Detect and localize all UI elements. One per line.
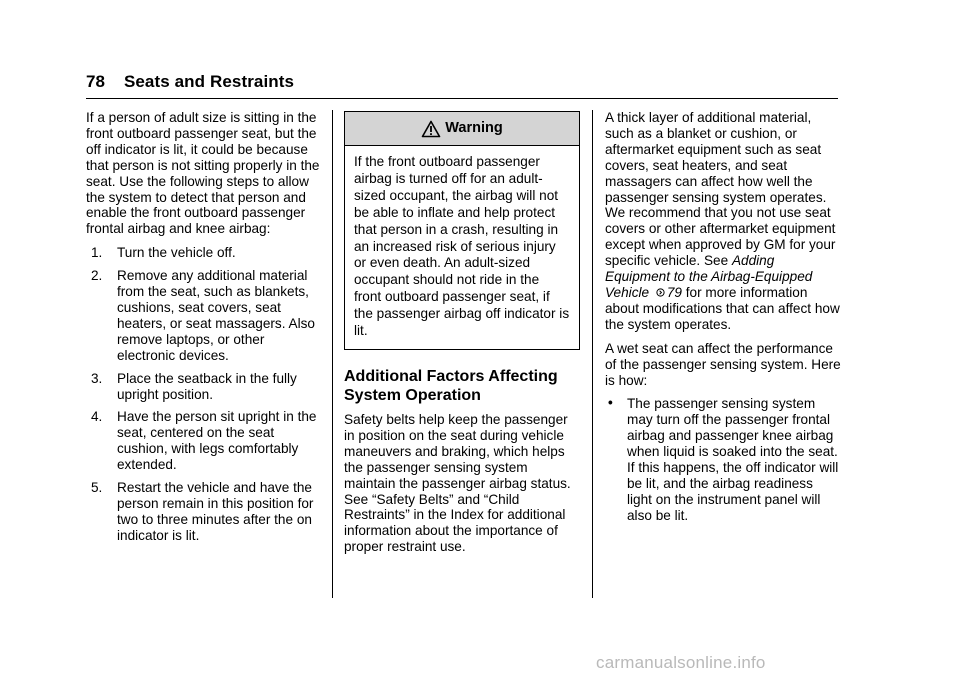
column-3 — [605, 110, 841, 524]
step-text: Remove any additional material from the seat, such as blankets, cushions, seat covers, seat heaters, or seat massagers. Also remove laptops, or other electronic devices. — [117, 268, 315, 363]
page-reference-arrow-icon — [656, 288, 665, 297]
step-number: 4. — [91, 409, 103, 425]
step-number: 1. — [91, 245, 103, 261]
equipment-paragraph — [605, 110, 841, 333]
bullet-list — [605, 396, 841, 523]
page-header — [86, 72, 294, 92]
step-text: Place the seatback in the fully upright position. — [117, 370, 297, 402]
paragraph-text: A thick layer of additional material, such as a blanket or cushion, or aftermarket equipment such as seat covers, seat heaters, and seat massagers can affect how well the passenger sensing system operates. We recommend that you not use seat covers or other aftermarket equipment except when approved by GM for your specific vehicle. See — [605, 110, 836, 269]
step-number: 3. — [91, 370, 103, 386]
header-divider — [86, 98, 838, 99]
step-item — [86, 480, 322, 544]
column-2 — [344, 110, 580, 563]
step-item — [86, 409, 322, 473]
warning-box — [344, 111, 580, 350]
column-divider — [332, 110, 333, 598]
page-number: 78 — [86, 72, 106, 91]
body-paragraph: Safety belts help keep the passenger in position on the seat during vehicle maneuvers and braking, which helps the passenger sensing system maintain the passenger airbag status. See “Safety Belts” and “Child Restraints” in the Index for additional information about the importance of proper restraint use. — [344, 411, 571, 555]
step-number: 2. — [91, 268, 103, 284]
step-item — [86, 371, 322, 403]
step-text: Turn the vehicle off. — [117, 245, 236, 261]
cross-reference-link[interactable]: Adding Equipment to the Airbag-Equipped Vehicle — [605, 253, 813, 300]
step-number: 5. — [91, 480, 103, 496]
bullet-text: The passenger sensing system may turn off the passenger frontal airbag and passenger knee airbag when liquid is soaked into the seat. If this happens, the off indicator will be lit, and the airbag readiness light on the instrument panel will also be lit. — [627, 396, 839, 523]
warning-triangle-icon — [421, 120, 441, 138]
wet-seat-paragraph: A wet seat can affect the performance of the passenger sensing system. Here is how: — [605, 340, 841, 388]
warning-title: Warning — [445, 119, 503, 136]
step-text: Restart the vehicle and have the person remain in this position for two to three minutes after the on indicator is lit. — [117, 480, 314, 543]
bullet-dot-icon: • — [608, 395, 613, 411]
column-1 — [86, 110, 322, 551]
intro-paragraph: If a person of adult size is sitting in the front outboard passenger seat, but the off indicator is lit, it could be because that person is not sitting properly in the seat. Use the following steps to allow the system to detect that person and enable the front outboard passenger frontal airbag and knee airbag: — [86, 110, 320, 237]
watermark: carmanualsonline.info — [596, 653, 766, 672]
section-heading: Additional Factors Affecting System Operation — [344, 367, 558, 404]
warning-text: If the front outboard passenger airbag is turned off for an adult-sized occupant, the airbag will not be able to inflate and help protect that person in a crash, resulting in an increased risk of serious injury or even death. An adult-sized occupant should not ride in the front outboard passenger seat, if the passenger airbag off indicator is lit. — [354, 154, 570, 339]
steps-list — [86, 245, 322, 543]
step-item — [86, 268, 322, 363]
step-text: Have the person sit upright in the seat, centered on the seat cushion, with legs comfortably extended. — [117, 409, 317, 473]
step-item — [86, 245, 322, 261]
page-reference-number[interactable]: 79 — [666, 284, 682, 300]
column-divider — [592, 110, 593, 598]
paragraph-text: for more information about modifications that can affect how the system operates. — [605, 284, 840, 332]
bullet-item — [605, 396, 841, 523]
warning-header — [345, 112, 579, 146]
section-title: Seats and Restraints — [123, 72, 295, 91]
